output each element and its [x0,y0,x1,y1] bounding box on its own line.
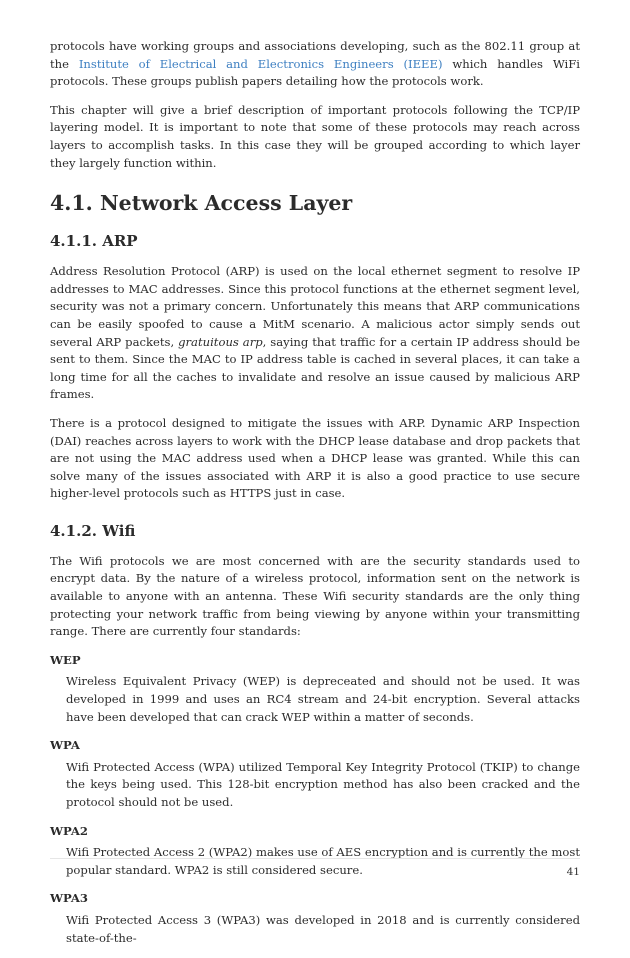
wifi-heading: 4.1.2. Wifi [50,521,136,540]
standard-definition-wep: Wireless Equivalent Privacy (WEP) is depreceated and should not be used. It was developed in 1999 and uses an RC4 stream and 24-bit encryption. Several attacks have been developed that can crack WEP within a matter of seconds. [66,674,580,724]
ieee-link[interactable]: Institute of Electrical and Electronics Engineers (IEEE) [78,56,443,71]
page-content [50,38,580,958]
intro-text-after-link: which handles WiFi protocols. These groups publish papers detailing how the protocols work. [50,56,580,89]
section-heading: 4.1. Network Access Layer [50,191,353,216]
standard-definition-wpa2: Wifi Protected Access 2 (WPA2) makes use of AES encryption and is currently the most popular standard. WPA2 is still considered secure. [66,845,580,877]
standard-term-wpa: WPA [50,738,80,753]
page-number: 41 [566,866,580,878]
wifi-paragraph-1: The Wifi protocols we are most concerned with are the security standards used to encrypt data. By the nature of a wireless protocol, information sent on the network is available to anyone with an antenna. These Wifi security standards are the only thing protecting your network traffic from being viewing by anyone within your transmitting range. There are currently four standards: [50,553,580,639]
standard-definition-wpa: Wifi Protected Access (WPA) utilized Temporal Key Integrity Protocol (TKIP) to change the keys being used. This 128-bit encryption method has also been cracked and the protocol should not be used. [66,759,580,809]
standard-term-wep: WEP [50,652,81,667]
standard-term-wpa3: WPA3 [50,891,88,906]
standard-term-wpa2: WPA2 [50,823,88,838]
gratuitous-arp-term: gratuitous arp [178,334,263,349]
arp-paragraph-1 [50,263,580,404]
intro-text-before-link: protocols have working groups and associations developing, such as the 802.11 group at the [50,39,580,71]
intro-paragraph-2: This chapter will give a brief description of important protocols following the TCP/IP layering model. It is important to note that some of these protocols may reach across layers to accomplish tasks. In this case they will be grouped according to which layer they largely function within. [50,102,580,170]
footer-divider [50,858,580,859]
arp-paragraph-2: There is a protocol designed to mitigate the issues with ARP. Dynamic ARP Inspection (DAI) reaches across layers to work with the DHCP lease database and drop packets that are not using the MAC address used when a DHCP lease was granted. While this can solve many of the issues associated with ARP it is also a good practice to use secure higher-level protocols such as HTTPS just in case. [50,415,580,501]
arp-text-after-italic: , saying that traffic for a certain IP address should be sent to them. Since the MAC to IP address table is cached in several places, it can take a long time for all the caches to invalidate and resolve an issue caused by malicious ARP frames. [50,334,580,402]
arp-heading: 4.1.1. ARP [50,232,138,251]
wifi-standards-list [50,652,580,947]
intro-paragraph-1 [50,38,580,91]
standard-definition-wpa3: Wifi Protected Access 3 (WPA3) was developed in 2018 and is currently considered state-of-the- [66,912,580,945]
arp-text-before-italic: Address Resolution Protocol (ARP) is used on the local ethernet segment to resolve IP addresses to MAC addresses. Since this protocol functions at the ethernet segment level, security was not a primary concern. Unfortunately this means that ARP communications can be easily spoofed to cause a MitM scenario. A malicious actor simply sends out several ARP packets, [50,264,580,349]
